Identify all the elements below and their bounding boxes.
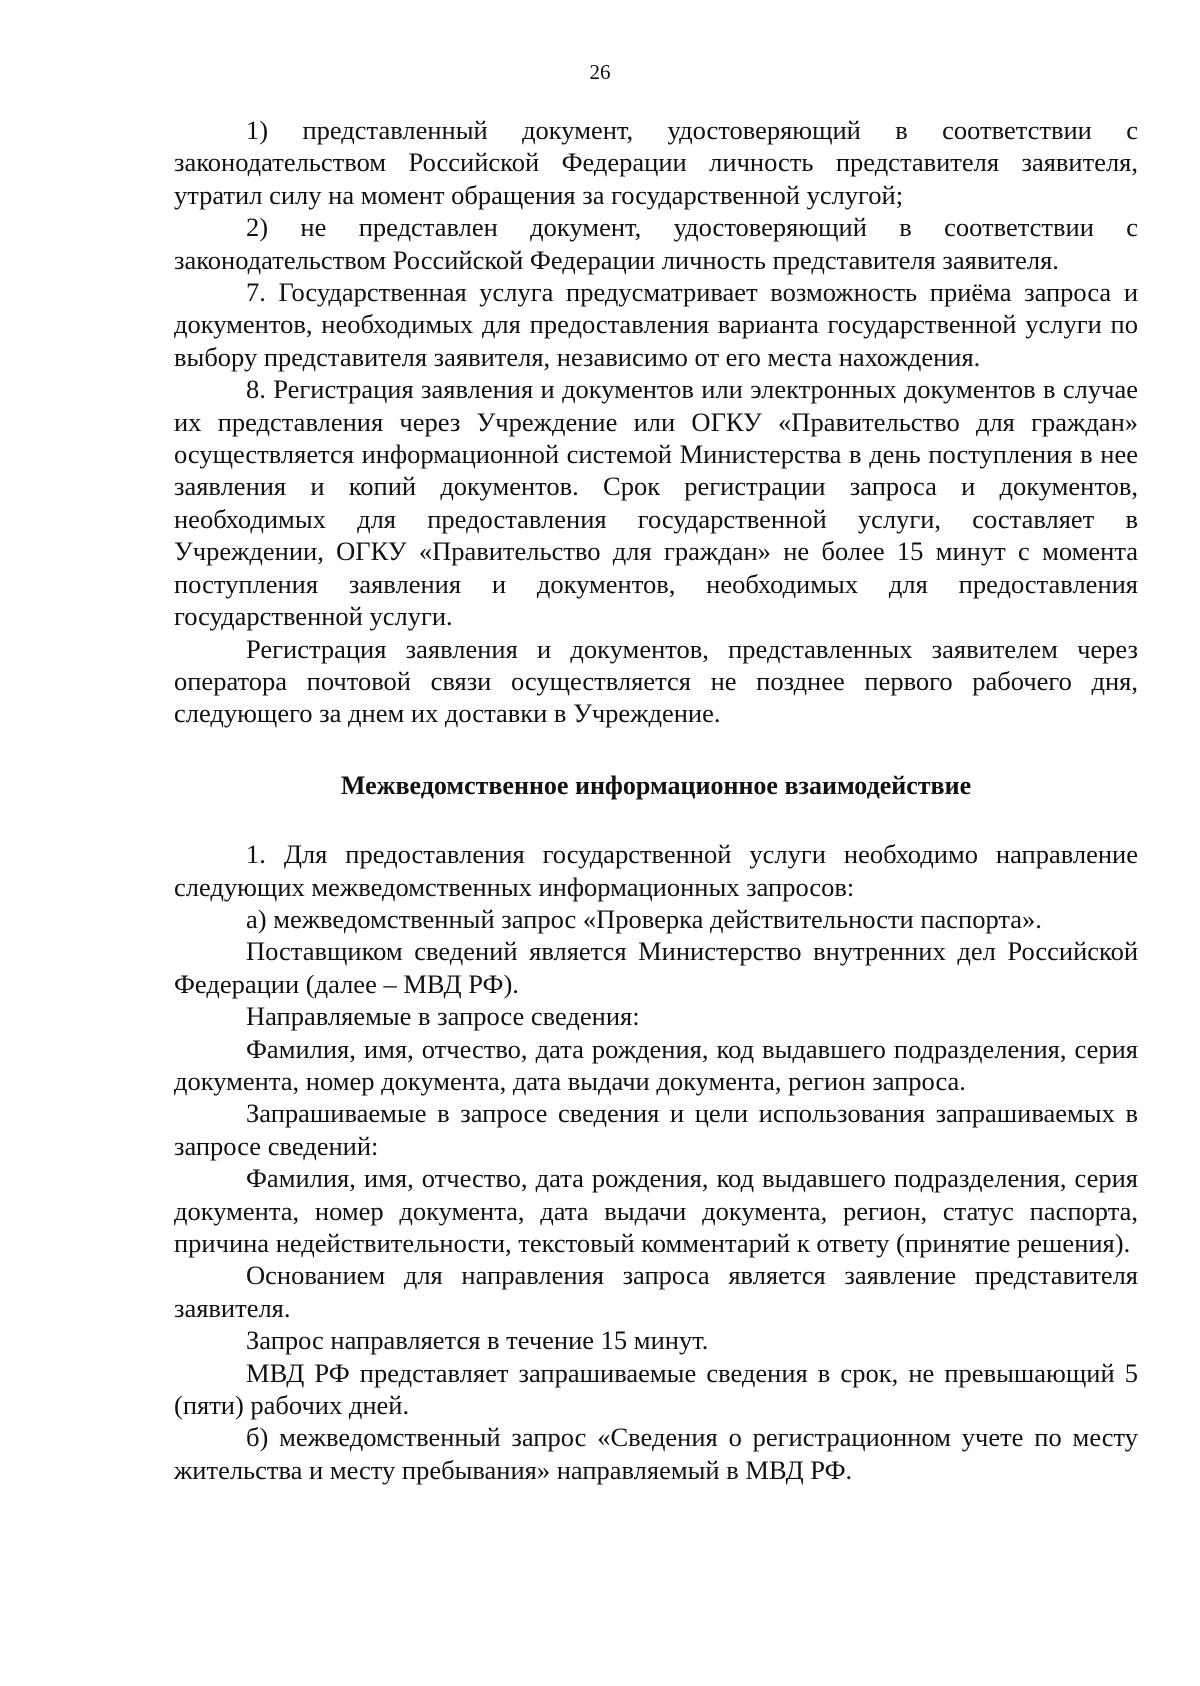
paragraph-requested-data-label: Запрашиваемые в запросе сведения и цели использования запрашиваемых в запросе сведений: bbox=[174, 1098, 1138, 1161]
paragraph-requested-data: Фамилия, имя, отчество, дата рождения, код выдавшего подразделения, серия документа, номер документа, дата выдачи документа, регион, статус паспорта, причина недействительности, текстовый комментарий к ответу (принятие решения). bbox=[174, 1163, 1138, 1258]
paragraph-clause-7: 7. Государственная услуга предусматривает возможность приёма запроса и документов, необходимых для предоставления варианта государственной услуги по выбору представителя заявителя, независимо от его места нахождения. bbox=[174, 277, 1138, 372]
paragraph-clause-8: 8. Регистрация заявления и документов или электронных документов в случае их представления через Учреждение или ОГКУ «Правительство для граждан» осуществляется информационной системой Министерства в день поступления в нее заявления и копий документов. Срок регистрации запроса и документов, необходимых для предоставления государственной услуги, составляет в Учреждении, ОГКУ «Правительство для граждан» не более 15 минут с момента поступления заявления и документов, необходимых для предоставления государственной услуги. bbox=[174, 374, 1138, 632]
paragraph-provider: Поставщиком сведений является Министерство внутренних дел Российской Федерации (далее – МВД РФ). bbox=[174, 936, 1138, 999]
paragraph-item-1: 1) представленный документ, удостоверяющий в соответствии с законодательством Российской Федерации личность представителя заявителя, утратил силу на момент обращения за государственной услугой; bbox=[174, 115, 1138, 210]
page-number: 26 bbox=[589, 60, 611, 84]
paragraph-request-b: б) межведомственный запрос «Сведения о регистрационном учете по месту жительства и месту пребывания» направляемый в МВД РФ. bbox=[174, 1422, 1138, 1485]
document-body bbox=[174, 114, 1138, 1486]
paragraph-basis: Основанием для направления запроса является заявление представителя заявителя. bbox=[174, 1260, 1138, 1323]
paragraph-request-a: а) межведомственный запрос «Проверка действительности паспорта». bbox=[246, 903, 1042, 934]
section-heading: Межведомственное информационное взаимодействие bbox=[340, 770, 972, 800]
paragraph-sent-data: Фамилия, имя, отчество, дата рождения, код выдавшего подразделения, серия документа, номер документа, дата выдачи документа, регион запроса. bbox=[174, 1033, 1138, 1096]
paragraph-timing: Запрос направляется в течение 15 минут. bbox=[246, 1325, 709, 1356]
paragraph-item-2: 2) не представлен документ, удостоверяющий в соответствии с законодательством Российской Федерации личность представителя заявителя. bbox=[174, 212, 1138, 275]
paragraph-requests-intro: 1. Для предоставления государственной услуги необходимо направление следующих межведомственных информационных запросов: bbox=[174, 839, 1138, 902]
paragraph-sent-data-label: Направляемые в запросе сведения: bbox=[246, 1001, 640, 1032]
paragraph-response-term: МВД РФ представляет запрашиваемые сведения в срок, не превышающий 5 (пяти) рабочих дней. bbox=[174, 1357, 1138, 1421]
paragraph-postal-registration: Регистрация заявления и документов, представленных заявителем через оператора почтовой связи осуществляется не позднее первого рабочего дня, следующего за днем их доставки в Учреждение. bbox=[174, 633, 1138, 729]
